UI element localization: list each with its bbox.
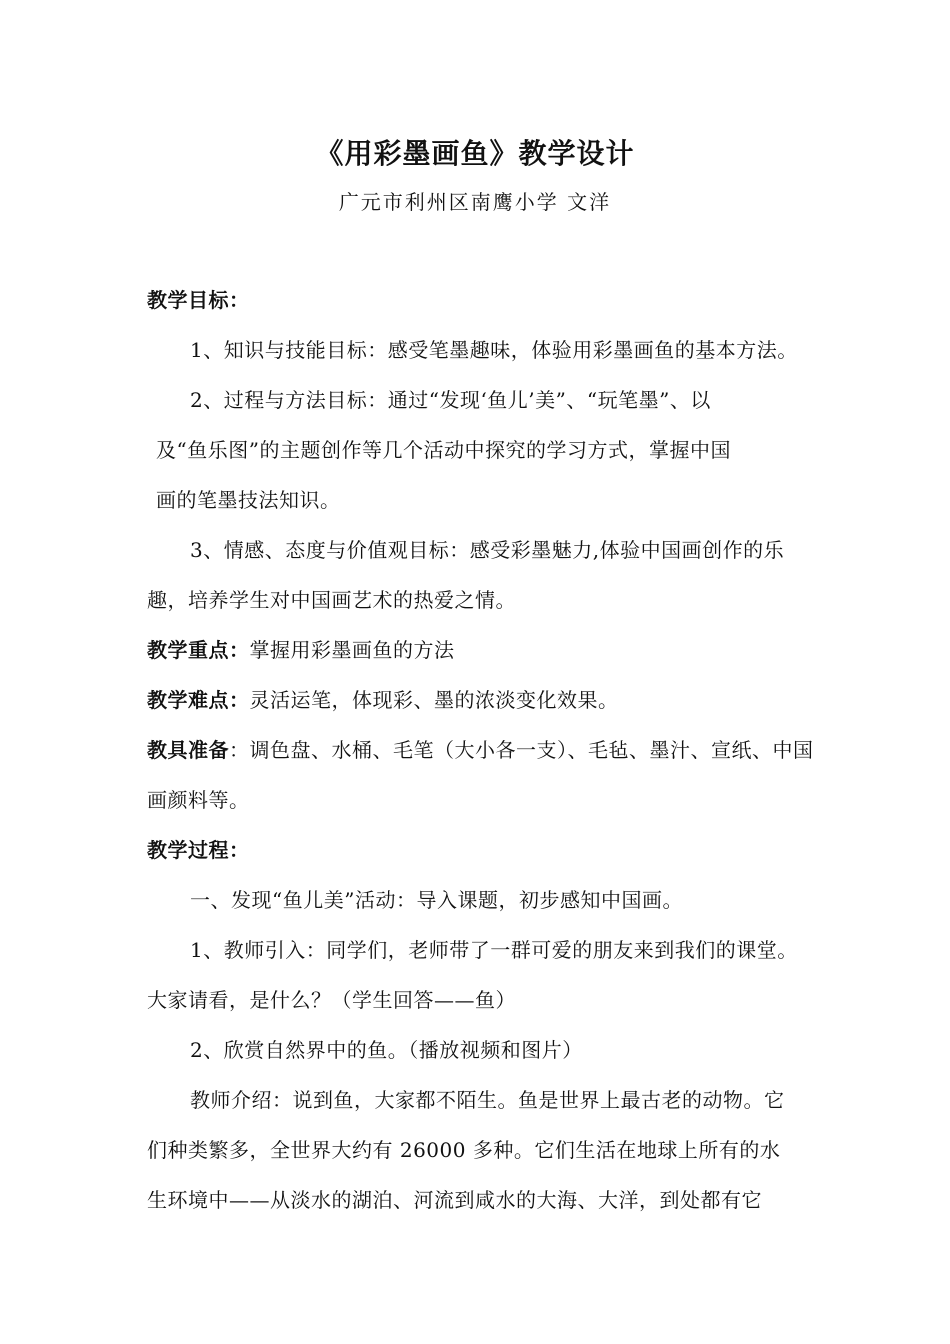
key-point [147,636,455,664]
goal-3-line-2: 趣，培养学生对中国画艺术的热爱之情。 [147,588,516,612]
goal-3-line-1: 3、情感、态度与价值观目标：感受彩墨魅力,体验中国画创作的乐 [190,538,785,562]
goals-heading: 教学目标： [147,288,250,312]
document-author: 广元市利州区南鹰小学 文洋 [338,190,612,214]
difficulty-text: 灵活运笔，体现彩、墨的浓淡变化效果。 [249,688,619,712]
difficulty-label: 教学难点： [147,688,250,712]
process-heading: 教学过程： [147,838,250,862]
materials [147,736,814,764]
intro-line-2: 们种类繁多，全世界大约有 26000 多种。它们生活在地球上所有的水 [147,1138,781,1162]
goal-2-line-1: 2、过程与方法目标：通过“发现‘鱼儿’美”、“玩笔墨”、以 [190,388,711,412]
goal-1: 1、知识与技能目标：感受笔墨趣味，体验用彩墨画鱼的基本方法。 [190,338,798,362]
key-point-label: 教学重点： [147,638,250,662]
intro-line-3: 生环境中——从淡水的湖泊、河流到咸水的大海、大洋，到处都有它 [147,1188,762,1212]
step-1-1-line-1: 1、教师引入：同学们，老师带了一群可爱的朋友来到我们的课堂。 [190,938,798,962]
goal-2-line-2: 及“鱼乐图”的主题创作等几个活动中探究的学习方式，掌握中国 [156,438,731,462]
materials-text-line-1: ：调色盘、水桶、毛笔（大小各一支）、毛毡、墨汁、宣纸、中国 [229,738,814,762]
difficulty-point [147,686,619,714]
materials-label: 教具准备 [147,738,229,762]
materials-text-line-2: 画颜料等。 [147,788,250,812]
step-1-2: 2、欣赏自然界中的鱼。（播放视频和图片） [190,1038,583,1062]
intro-line-1: 教师介绍：说到鱼，大家都不陌生。鱼是世界上最古老的动物。它 [190,1088,785,1112]
goal-2-line-3: 画的笔墨技法知识。 [156,488,341,512]
step-1: 一、发现“鱼儿美”活动：导入课题，初步感知中国画。 [190,888,683,912]
document-title: 《用彩墨画鱼》教学设计 [315,137,635,170]
key-point-text: 掌握用彩墨画鱼的方法 [249,638,455,662]
step-1-1-line-2: 大家请看，是什么？（学生回答——鱼） [147,988,516,1012]
